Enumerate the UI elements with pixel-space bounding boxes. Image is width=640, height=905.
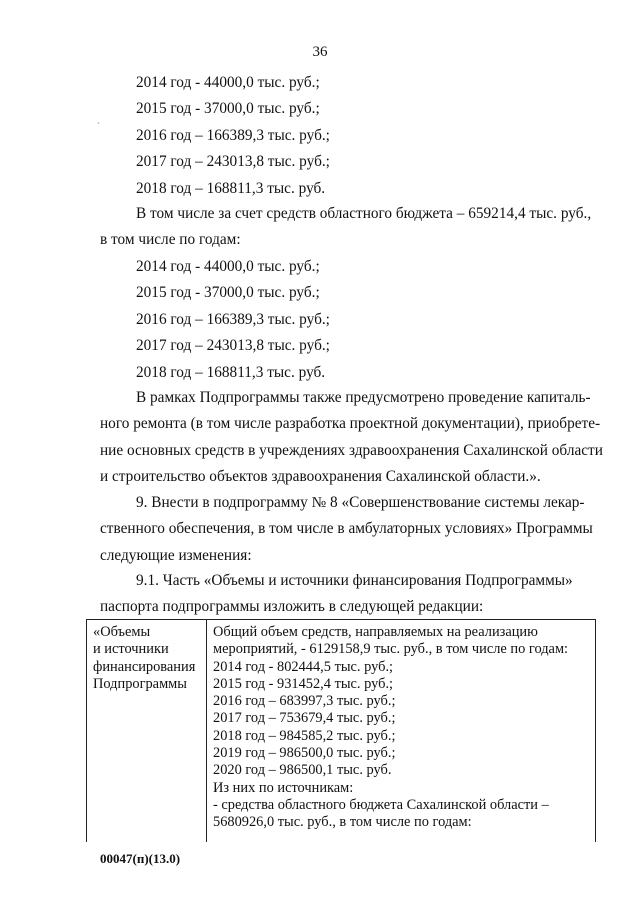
scan-mark: ˎ xyxy=(97,114,100,124)
year-line: 2018 год – 168811,3 тыс. руб. xyxy=(136,179,326,197)
paragraph-line: и строительство объектов здравоохранения Сахалинской области.». xyxy=(100,468,541,486)
year-line: 2014 год - 44000,0 тыс. руб.; xyxy=(136,258,320,275)
table-value-line: 2017 год – 753679,4 тыс. руб.; xyxy=(213,710,396,727)
item-9-paragraph xyxy=(100,490,598,569)
year-line: 2016 год – 166389,3 тыс. руб.; xyxy=(136,126,330,144)
page-number: 36 xyxy=(312,44,328,60)
year-line: 2017 год – 243013,8 тыс. руб.; xyxy=(136,337,330,355)
table-value-line: 2018 год – 984585,2 тыс. руб.; xyxy=(213,727,396,744)
paragraph-line: 9.1. Часть «Объемы и источники финансирования Подпрограммы» xyxy=(136,572,573,589)
table-value-line: Из них по источникам: xyxy=(213,779,354,796)
table-value-line: 2019 год – 986500,0 тыс. руб.; xyxy=(213,745,396,762)
paragraph-line: 9. Внести в подпрограмму № 8 «Совершенствование системы лекар- xyxy=(136,494,585,511)
table-value-line: 2015 год - 931452,4 тыс. руб.; xyxy=(213,675,394,692)
table-value-line: мероприятий, - 6129158,9 тыс. руб., в том числе по годам: xyxy=(213,641,569,658)
table-label-line: и источники xyxy=(93,641,169,658)
regional-budget-paragraph xyxy=(100,201,598,254)
funding-table xyxy=(86,619,596,842)
year-line: 2015 год - 37000,0 тыс. руб.; xyxy=(136,100,320,118)
years-list-regional xyxy=(100,254,598,386)
table-value-line: 5680926,0 тыс. руб., в том числе по годам: xyxy=(213,814,472,831)
paragraph-line: В том числе за счет средств областного бюджета – 659214,4 тыс. руб., xyxy=(136,205,592,222)
table-value-line: Общий объем средств, направляемых на реализацию xyxy=(213,624,538,640)
table-value-line: 2014 год - 802444,5 тыс. руб.; xyxy=(213,658,394,675)
year-line: 2015 год - 37000,0 тыс. руб.; xyxy=(136,284,320,302)
paragraph-line: следующие изменения: xyxy=(100,546,252,564)
year-line: 2018 год – 168811,3 тыс. руб. xyxy=(136,363,326,381)
funding-table-label-cell xyxy=(87,620,207,842)
years-list-total xyxy=(100,70,598,202)
paragraph-line: ного ремонта (в том числе разработка проектной документации), приобрете- xyxy=(100,415,601,433)
year-line: 2017 год – 243013,8 тыс. руб.; xyxy=(136,153,330,171)
table-label-line: Подпрограммы xyxy=(93,675,187,692)
table-value-line: 2016 год – 683997,3 тыс. руб.; xyxy=(213,693,396,710)
table-value-line: 2020 год – 986500,1 тыс. руб. xyxy=(213,762,392,779)
document-code: 00047(п)(13.0) xyxy=(100,851,181,866)
paragraph-line: паспорта подпрограммы изложить в следующей редакции: xyxy=(100,598,484,616)
table-label-line: «Объемы xyxy=(93,624,151,640)
year-line: 2014 год - 44000,0 тыс. руб.; xyxy=(136,74,320,91)
funding-table-value-cell xyxy=(207,620,595,842)
table-label-line: финансирования xyxy=(93,658,196,675)
paragraph-line: ние основных средств в учреждениях здравоохранения Сахалинской области xyxy=(100,441,603,459)
paragraph-line: ственного обеспечения, в том числе в амбулаторных условиях» Программы xyxy=(100,520,593,538)
paragraph-line: в том числе по годам: xyxy=(100,231,241,249)
subprogram-paragraph xyxy=(100,385,603,491)
year-line: 2016 год – 166389,3 тыс. руб.; xyxy=(136,310,330,328)
table-value-line: - средства областного бюджета Сахалинской области – xyxy=(213,796,549,813)
item-9-1-paragraph xyxy=(100,568,598,621)
paragraph-line: В рамках Подпрограммы также предусмотрено проведение капиталь- xyxy=(136,389,591,406)
